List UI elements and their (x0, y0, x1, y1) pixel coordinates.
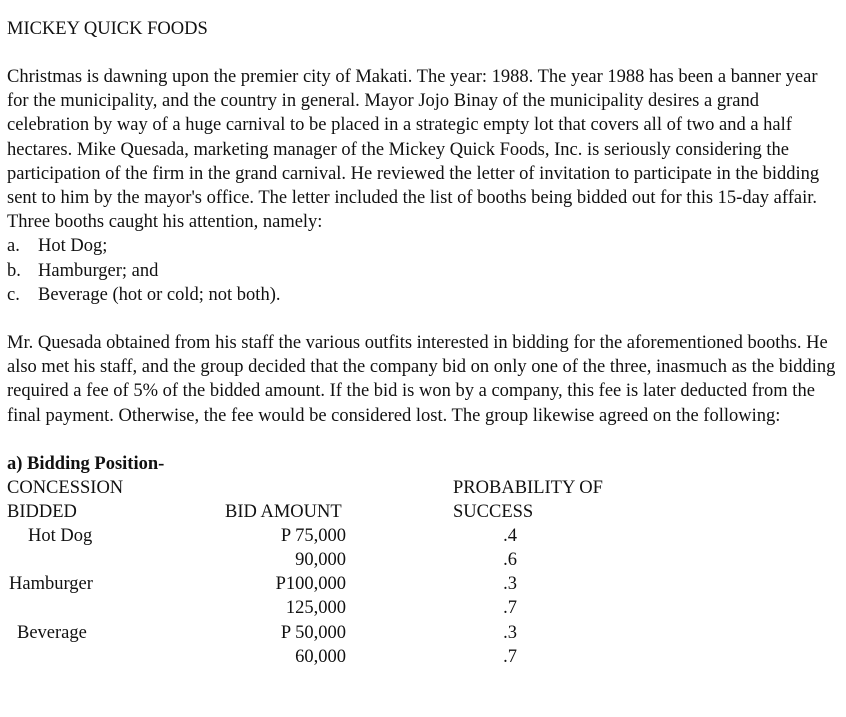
table-cell-amount: P100,000 (275, 573, 346, 594)
document-title: MICKEY QUICK FOODS (7, 19, 208, 39)
list-item (7, 283, 837, 307)
table-cell-amount: P 75,000 (280, 525, 346, 546)
section-heading: a) Bidding Position- (7, 453, 165, 474)
table-cell-probability: .7 (503, 597, 517, 618)
table-cell-probability: .3 (503, 622, 517, 643)
table-cell-probability: .6 (503, 549, 517, 570)
bidding-position-table (7, 476, 837, 668)
staff-paragraph: Mr. Quesada obtained from his staff the various outfits interested in bidding for the aforementioned booths. He also met his staff, and the group decided that the company bid on only one of the three, inasmuch as the bidding required a fee of 5% of the bidded amount. If the bid is won by a company, this fee is later deducted from the final payment. Otherwise, the fee would be considered lost. The group likewise agreed on the following: (7, 332, 836, 426)
list-item-text: Beverage (hot or cold; not both). (38, 284, 281, 305)
column-header-probability: SUCCESS (453, 501, 534, 522)
table-cell-probability: .4 (503, 525, 517, 546)
list-item-text: Hot Dog; (38, 236, 108, 257)
table-cell-probability: .7 (503, 646, 517, 667)
booth-list (7, 234, 837, 307)
table-cell-probability: .3 (503, 573, 517, 594)
paragraph-spacer (7, 307, 837, 331)
column-header-bid-amount: BID AMOUNT (225, 501, 342, 522)
table-cell-amount: P 50,000 (280, 622, 346, 643)
column-header-probability: PROBABILITY OF (453, 477, 603, 498)
table-cell-amount: 125,000 (285, 597, 346, 618)
list-item-text: Hamburger; and (38, 260, 159, 281)
column-header-concession: BIDDED (7, 501, 77, 522)
list-marker: b. (7, 260, 21, 281)
column-header-concession: CONCESSION (7, 477, 124, 498)
table-cell-concession: Hot Dog (28, 525, 93, 546)
table-cell-concession: Hamburger (9, 573, 93, 594)
document (7, 17, 837, 668)
table-cell-amount: 90,000 (295, 549, 346, 570)
table-cell-amount: 60,000 (295, 646, 346, 667)
list-marker: a. (7, 236, 20, 257)
list-marker: c. (7, 284, 20, 305)
list-item (7, 234, 837, 258)
table-cell-concession: Beverage (17, 622, 87, 643)
intro-paragraph: Christmas is dawning upon the premier city of Makati. The year: 1988. The year 1988 has been a banner year for the municipality, and the country in general. Mayor Jojo Binay of the municipality desires a grand celebration by way of a huge carnival to be placed in a strategic empty lot that covers all of two and a half hectares. Mike Quesada, marketing manager of the Mickey Quick Foods, Inc. is seriously considering the participation of the firm in the grand carnival. He reviewed the letter of invitation to participate in the bidding sent to him by the mayor's office. The letter included the list of booths being bidded out for this 15-day affair. Three booths caught his attention, namely: (7, 67, 820, 233)
list-item (7, 259, 837, 283)
paragraph-spacer (7, 428, 837, 452)
